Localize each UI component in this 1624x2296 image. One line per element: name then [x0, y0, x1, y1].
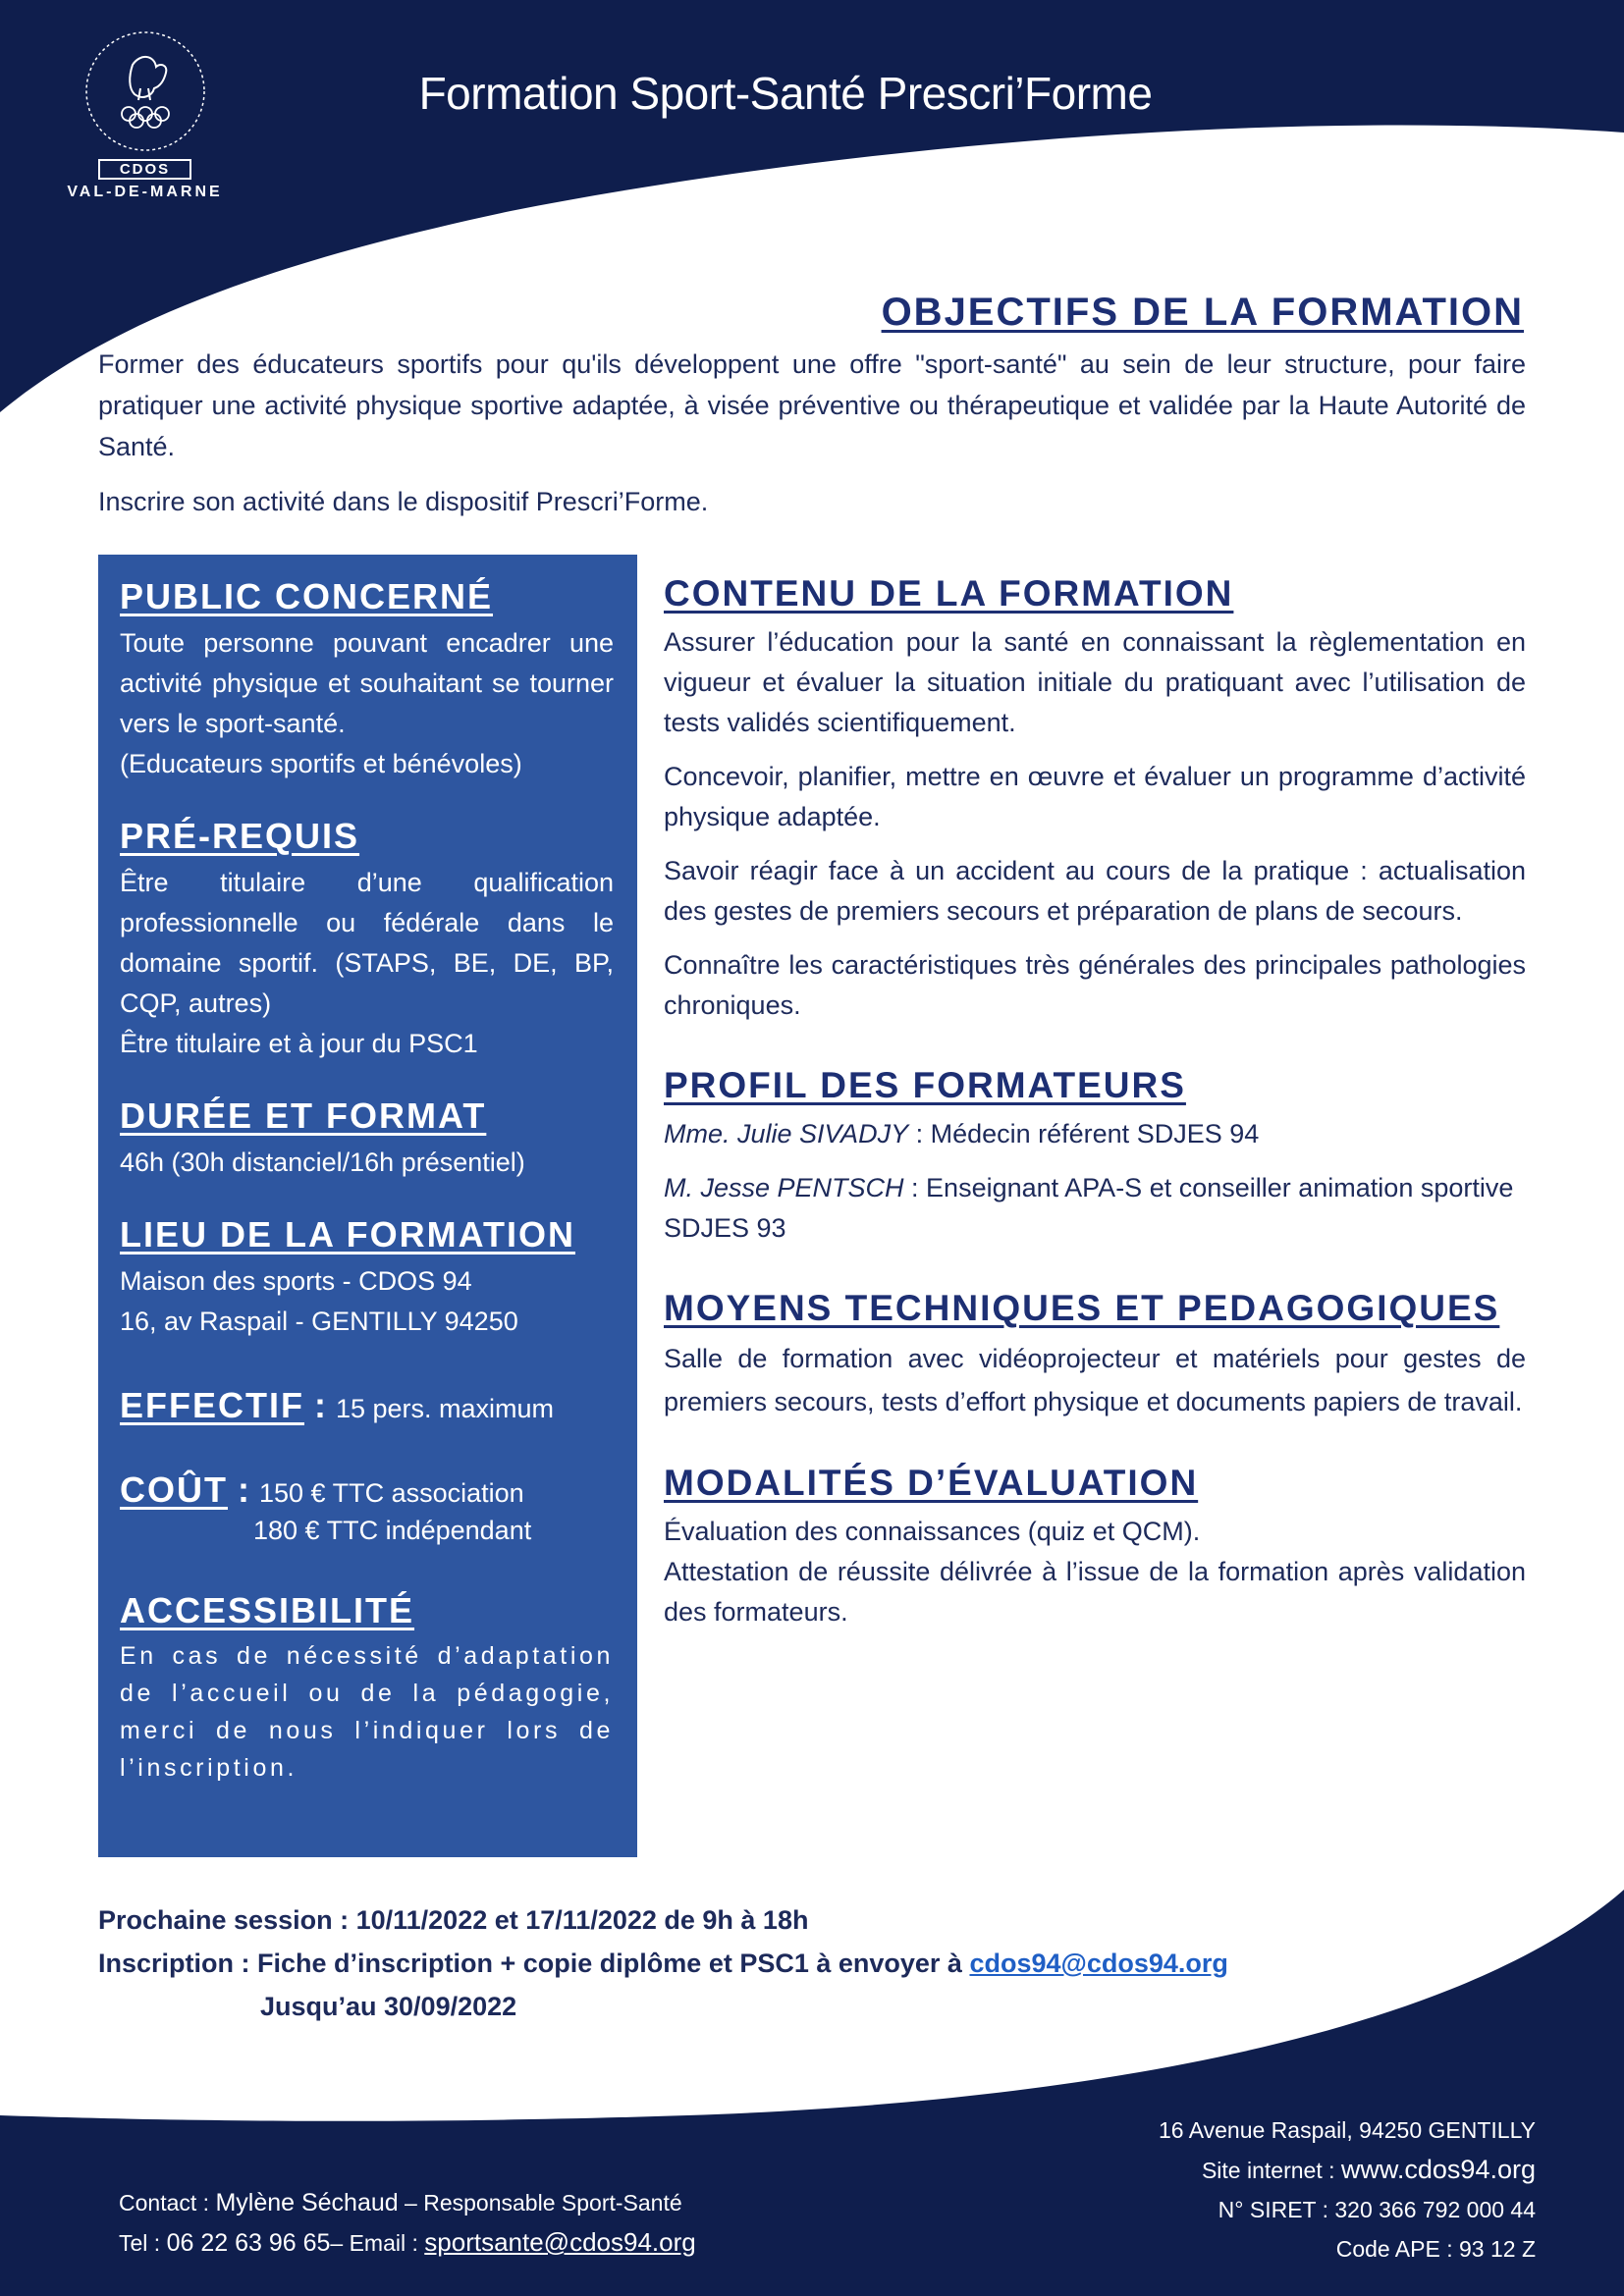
- tel-line: [119, 2222, 806, 2263]
- effectif-separator: :: [303, 1385, 336, 1425]
- next-session: Prochaine session : 10/11/2022 et 17/11/2022 de 9h à 18h: [98, 1905, 809, 1935]
- footer-contact: [119, 2183, 806, 2263]
- accessibilite-text: En cas de nécessité d’adaptation de l’accueil ou de la pédagogie, merci de nous l’indiquer lors de l’inscription.: [120, 1642, 614, 1782]
- effectif-heading: EFFECTIF: [120, 1385, 304, 1425]
- site-link[interactable]: www.cdos94.org: [1340, 2155, 1536, 2184]
- formateur-1: [664, 1114, 1526, 1154]
- modalites-line-2: Attestation de réussite délivrée à l’issue de la formation après validation des formateurs.: [664, 1557, 1526, 1627]
- session-info: [98, 1898, 1473, 2028]
- olympic-rooster-emblem: [81, 27, 209, 155]
- profil-section: [664, 1065, 1526, 1249]
- inscription-email-link[interactable]: cdos94@cdos94.org: [969, 1949, 1228, 1978]
- public-text: Toute personne pouvant encadrer une activité physique et souhaitant se tourner vers le sport-santé.: [120, 628, 614, 738]
- contenu-paragraph-2: Concevoir, planifier, mettre en œuvre et évaluer un programme d’activité physique adaptée.: [664, 762, 1526, 831]
- duree-text: 46h (30h distanciel/16h présentiel): [120, 1148, 525, 1177]
- site-line: [848, 2150, 1536, 2190]
- cdos-logo: [59, 27, 231, 243]
- public-section: [120, 576, 614, 784]
- duree-section: [120, 1095, 614, 1183]
- formateur-2: [664, 1168, 1526, 1249]
- objectifs-paragraph-2: Inscrire son activité dans le dispositif Prescri’Forme.: [98, 487, 709, 516]
- tel-label: Tel :: [119, 2230, 167, 2256]
- effectif-section: [120, 1385, 614, 1426]
- modalites-heading: MODALITÉS D’ÉVALUATION: [664, 1463, 1199, 1503]
- inscription-label: Inscription : Fiche d’inscription + copie diplôme et PSC1 à envoyer à: [98, 1949, 970, 1978]
- contenu-heading: CONTENU DE LA FORMATION: [664, 573, 1234, 614]
- contact-label: Contact :: [119, 2190, 216, 2216]
- info-panel: [98, 555, 637, 1857]
- public-text-2: (Educateurs sportifs et bénévoles): [120, 749, 522, 778]
- formateur-1-name: Mme. Julie SIVADJY: [664, 1119, 909, 1148]
- inscription-deadline: Jusqu’au 30/09/2022: [260, 1992, 517, 2021]
- prerequis-heading: PRÉ-REQUIS: [120, 816, 360, 856]
- contenu-section: [664, 573, 1526, 1026]
- content-column: [664, 573, 1526, 1672]
- site-label: Site internet :: [1201, 2158, 1341, 2183]
- formateur-2-name: M. Jesse PENTSCH: [664, 1173, 904, 1202]
- contact-line: [119, 2183, 806, 2222]
- modalites-line-1: Évaluation des connaissances (quiz et QCM).: [664, 1517, 1201, 1546]
- public-heading: PUBLIC CONCERNÉ: [120, 576, 494, 616]
- cout-heading: COÛT: [120, 1469, 228, 1510]
- lieu-line-2: 16, av Raspail - GENTILLY 94250: [120, 1307, 518, 1336]
- prerequis-section: [120, 816, 614, 1064]
- lieu-heading: LIEU DE LA FORMATION: [120, 1214, 575, 1255]
- objectifs-heading: OBJECTIFS DE LA FORMATION: [881, 291, 1524, 334]
- prerequis-text: Être titulaire d’une qualification professionnelle ou fédérale dans le domaine sportif. (STAPS, BE, DE, BP, CQP, autres): [120, 868, 614, 1018]
- cout-line-2: 180 € TTC indépendant: [253, 1516, 532, 1545]
- duree-heading: DURÉE ET FORMAT: [120, 1095, 487, 1136]
- effectif-value: 15 pers. maximum: [335, 1394, 555, 1423]
- contact-email-link[interactable]: sportsante@cdos94.org: [424, 2227, 696, 2257]
- logo-sub-label: VAL-DE-MARNE: [67, 184, 223, 200]
- moyens-text: Salle de formation avec vidéoprojecteur et matériels pour gestes de premiers secours, tests d’effort physique et documents papiers de travail.: [664, 1344, 1526, 1416]
- footer-address: [848, 2110, 1536, 2269]
- prerequis-text-2: Être titulaire et à jour du PSC1: [120, 1029, 478, 1058]
- lieu-line-1: Maison des sports - CDOS 94: [120, 1266, 472, 1296]
- moyens-heading: MOYENS TECHNIQUES ET PEDAGOGIQUES: [664, 1288, 1500, 1328]
- objectifs-paragraph-1: Former des éducateurs sportifs pour qu'ils développent une offre "sport-santé" au sein de leur structure, pour faire pratiquer une activité physique sportive adaptée, à visée préventive ou thérapeutique et validée par la Haute Autorité de Santé.: [98, 349, 1526, 461]
- modalites-section: [664, 1463, 1526, 1632]
- contact-name: Mylène Séchaud: [215, 2189, 399, 2216]
- cout-section: [120, 1469, 614, 1551]
- logo-box-label: CDOS: [98, 159, 191, 180]
- formateur-1-role: : Médecin référent SDJES 94: [908, 1119, 1260, 1148]
- accessibilite-section: [120, 1590, 614, 1787]
- profil-heading: PROFIL DES FORMATEURS: [664, 1065, 1186, 1105]
- moyens-section: [664, 1288, 1526, 1423]
- lieu-section: [120, 1214, 614, 1342]
- cout-separator: :: [228, 1469, 259, 1510]
- email-label: – Email :: [330, 2230, 425, 2256]
- inscription-line: [98, 1942, 1473, 1985]
- objectifs-text: [98, 344, 1526, 536]
- page-title: Formation Sport-Santé Prescri’Forme: [418, 68, 1153, 119]
- cout-line-1: 150 € TTC association: [259, 1478, 524, 1508]
- address-line: 16 Avenue Raspail, 94250 GENTILLY: [1158, 2117, 1536, 2143]
- contenu-paragraph-1: Assurer l’éducation pour la santé en connaissant la règlementation en vigueur et évaluer la situation initiale du pratiquant avec l’utilisation de tests validés scientifiquement.: [664, 627, 1526, 737]
- siret-line: N° SIRET : 320 366 792 000 44: [1218, 2197, 1536, 2222]
- contenu-paragraph-3: Savoir réagir face à un accident au cours de la pratique : actualisation des gestes de premiers secours et préparation de plans de secours.: [664, 856, 1526, 926]
- contenu-paragraph-4: Connaître les caractéristiques très générales des principales pathologies chroniques.: [664, 950, 1526, 1020]
- contact-role: – Responsable Sport-Santé: [398, 2190, 682, 2216]
- formateur-2-role: : Enseignant APA-S et conseiller animation sportive SDJES 93: [664, 1173, 1514, 1243]
- ape-line: Code APE : 93 12 Z: [1335, 2236, 1536, 2262]
- accessibilite-heading: ACCESSIBILITÉ: [120, 1590, 415, 1630]
- tel-number: 06 22 63 96 65: [166, 2229, 331, 2257]
